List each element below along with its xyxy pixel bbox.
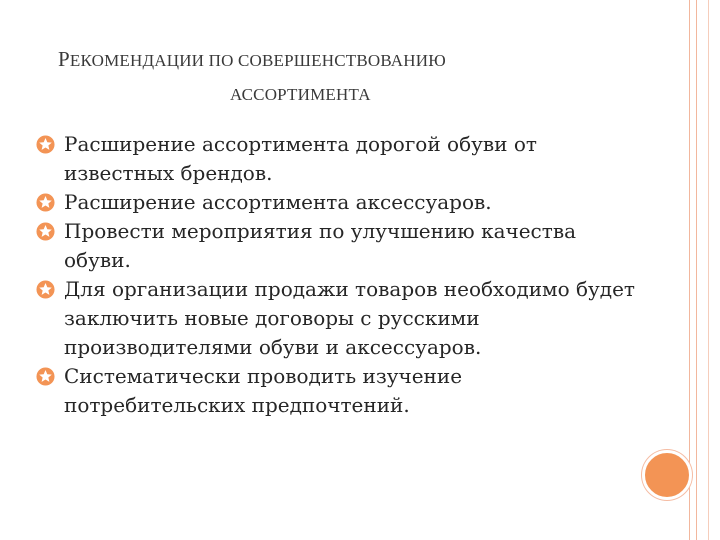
slide-title-line-2: АССОРТИМЕНТА: [230, 85, 371, 104]
bullet-text: Для организации продажи товаров необходимо будет заключить новые договоры с русскими производителями обуви и аксессуаров.: [64, 277, 635, 359]
decorative-vertical-rule: [689, 0, 690, 540]
decorative-orange-circle: [642, 450, 692, 500]
decorative-vertical-rule: [696, 0, 697, 540]
slide-title-initial: Р: [58, 47, 70, 71]
bullet-text: Систематически проводить изучение потребительских предпочтений.: [64, 364, 463, 417]
bullet-item: [36, 188, 636, 217]
bullet-item: [36, 130, 636, 188]
bullet-item: [36, 217, 636, 275]
star-in-circle-icon: [36, 367, 55, 386]
star-in-circle-icon: [36, 222, 55, 241]
slide-title: [58, 42, 668, 112]
bullet-text: Расширение ассортимента дорогой обуви от известных брендов.: [64, 132, 537, 185]
bullet-list: [36, 130, 636, 420]
bullet-text: Расширение ассортимента аксессуаров.: [64, 190, 492, 214]
bullet-item: [36, 362, 636, 420]
decorative-vertical-rule: [708, 0, 709, 540]
star-in-circle-icon: [36, 193, 55, 212]
slide-title-line-1: [58, 42, 668, 78]
star-in-circle-icon: [36, 280, 55, 299]
star-in-circle-icon: [36, 135, 55, 154]
bullet-item: [36, 275, 636, 362]
slide-title-line-1-text: ЕКОМЕНДАЦИИ ПО СОВЕРШЕНСТВОВАНИЮ: [69, 51, 446, 70]
bullet-text: Провести мероприятия по улучшению качества обуви.: [64, 219, 577, 272]
